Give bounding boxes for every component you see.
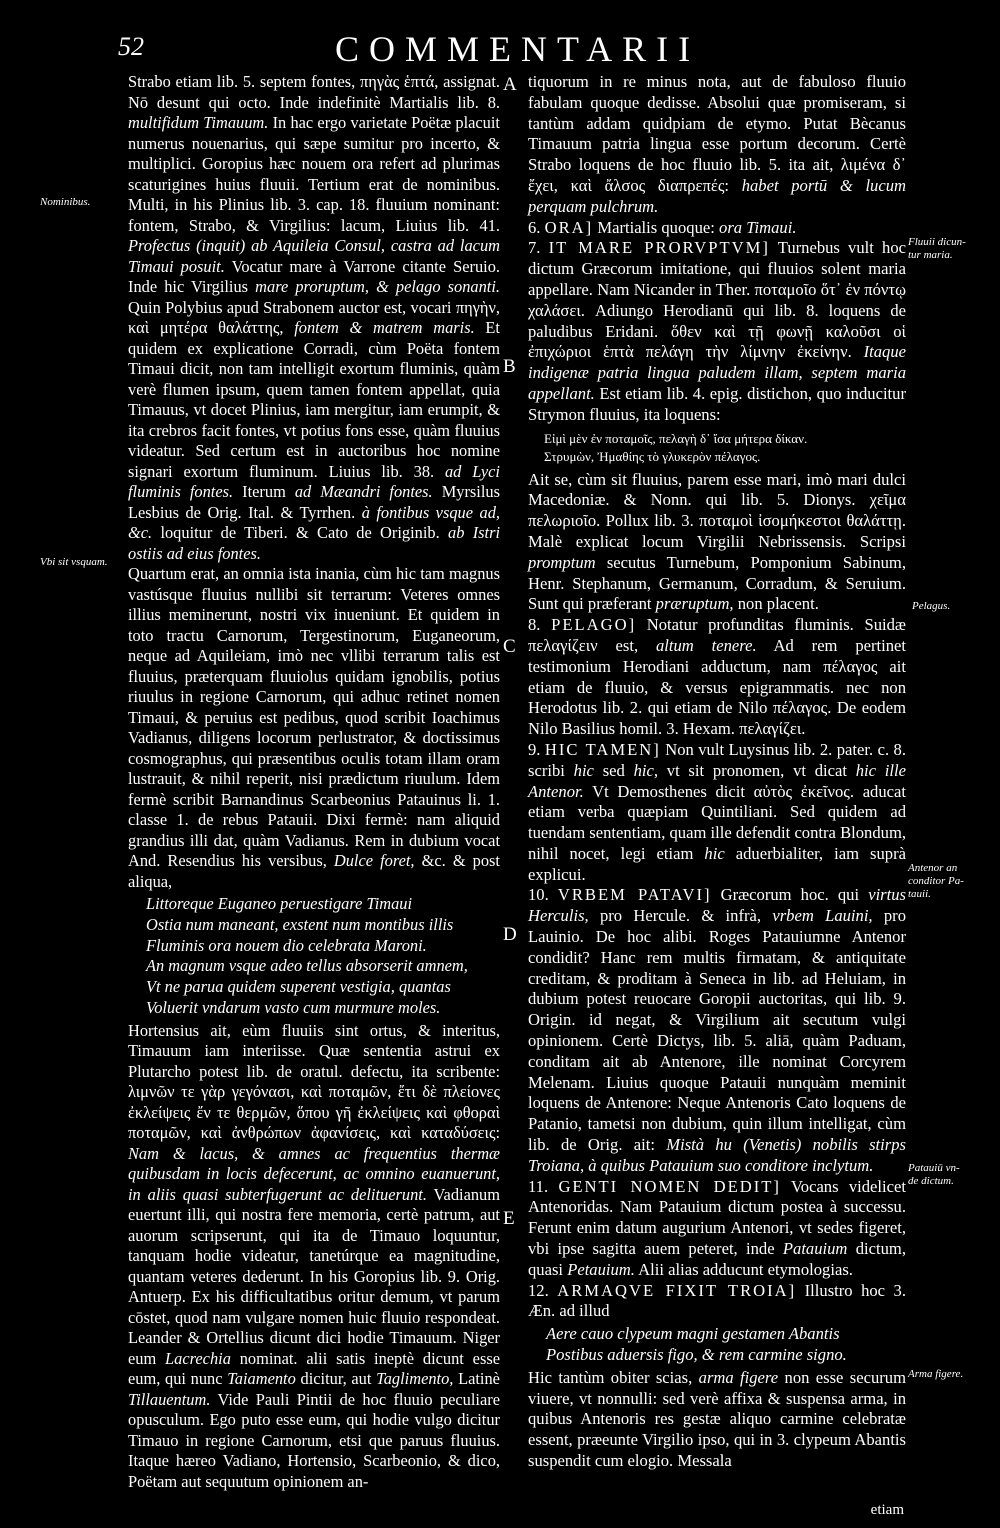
section-letter-b: B: [503, 356, 516, 377]
lemma-6: 6. ORA] Martialis quoque: ora Timaui.: [528, 217, 797, 237]
greek-verse-line: Στρυμὼν, Ἠμαθίης τὸ γλυκερὸν πέλαγος.: [544, 448, 761, 464]
left-paragraph-2: Quartum erat, an omnia ista inania, cùm hic tam magnus vastúsque fluuius nullibi sit terrarum: Veteres omnes illius meminerunt, nostri vix inueniunt. Et quidem in toto tractu Carnorum, Tergestinorum, Euganeorum, neque ad Aquileiam, imò nec vllibi terrarum talis est fluuius, præterquam fluuiolus quidam ignobilis, potius riuulus in regione Carnorum, qui adhuc retinet nomen Timaui, & peruius est pedibus, quod scribit Ioachimus Vadianus, diligens locorum perlustrator, & doctissimus cosmographus, qui præsentibus oculis totam illam oram lustrauit, & nihil reperit, nisi prædictum riuulum. Idem fermè scribit Barnandinus Scarbeonius Patauinus li. 1. classe 1. de rebus Patauii. Dixi fermè: nam aliquid grandius illi dat, quàm Vadianus. Rem in dubium vocat And. Resendius his versibus, Dulce foret, &c. & post aliqua,: [128, 564, 500, 891]
resendius-verse: [146, 894, 500, 1019]
lemma-12: 12. ARMAQVE FIXIT TROIA] Illustro hoc 3. Æn. ad illud: [528, 1280, 906, 1321]
verse-line: Aere cauo clypeum magni gestamen Abantis: [546, 1324, 840, 1344]
right-paragraph-1: tiquorum in re minus nota, aut de fabuloso fluuio fabulam quoque dedisse. Absolui quæ promiseram, si tantùm addam quidpiam de etymo. Putat Bècanus Timauum patria lingua esse portum decorum. Certè Strabo loquens de hoc fluuio lib. 5. ita ait, λιμένα δ᾽ ἔχει, καὶ ἄλσος διαπρεπές: habet portū & lucum perquam pulchrum.: [528, 72, 906, 216]
greek-epigram: [544, 430, 906, 466]
margin-note-antenor: Antenor an conditor Pa- tauii.: [908, 862, 964, 900]
lemma-7: 7. IT MARE PRORVPTVM] Turnebus vult hoc dictum Græcorum imitatione, qui fluuios solent maria appellare. Nam Nicander in Ther. ποταμοῖο ὅτ᾽ ἐν πόντῳ χαλάσει. Adiungo Herodianū qui lib. 8. loquens de paludibus Eridani. ὅθεν καὶ τῇ φωνῇ καλοῦσι οἱ ἐπιχώριοι ἑπτὰ πελάγη τὴν λίμνην ἐκείνην. Itaque indigenæ patria lingua paludem illam, septem maria appellant. Est etiam lib. 4. epig. distichon, quo inducitur Strymon fluuius, ita loquens:: [528, 238, 906, 424]
running-head: COMMENTARII: [335, 29, 701, 69]
lemma-7-continued: Ait se, cùm sit fluuius, parem esse mari, imò mari dulci Macedoniæ. & Nonn. qui lib. 5. Dionys. χεῖμα πελωριοῖο. Pollux lib. 3. ποταμοὶ ἰσομήκεστοι θαλάττῃ. Malè explicat locum Virgilii Nebrissensis. Scripsi promptum secutus Turnebum, Pomponium Sabinum, Henr. Stephanum, Germanum, Corradum, & Seruium. Sunt qui præferant præruptum, non placent.: [528, 469, 906, 614]
verse-line: Voluerit vndarum vasto cum murmure moles.: [146, 997, 441, 1017]
aeneid-verse: [546, 1324, 906, 1366]
margin-note-patauium: Patauiū vn- de dictum.: [908, 1162, 960, 1187]
catchword: etiam: [870, 1502, 904, 1518]
margin-note-nominibus: Nominibus.: [40, 196, 91, 208]
section-letter-a: A: [503, 74, 517, 95]
verse-line: Littoreque Euganeo peruestigare Timaui: [146, 894, 413, 913]
page-number: 52: [118, 32, 144, 61]
lemma-9: 9. HIC TAMEN] Non vult Luysinus lib. 2. pater. c. 8. scribi hic sed hic, vt sit pronomen, vt dicat hic ille Antenor. Vt Demosthenes dicit αὐτὸς ἐκεῖνος. aducat etiam verba quæpiam Quintiliani. Sed quidem ad tuendam sententiam, quam ille defendit contra Blondum, nihil nocet, legi etiam hic aduerbialiter, iam suprà explicui.: [528, 739, 906, 884]
greek-verse-line: Εἰμὶ μὲν ἐν ποταμοῖς, πελαγὴ δ᾽ ἴσα μήτερα δίκαν.: [544, 430, 808, 446]
right-column: [528, 72, 906, 1472]
section-letter-c: C: [503, 636, 516, 657]
verse-line: Postibus aduersis figo, & rem carmine signo.: [546, 1345, 847, 1365]
lemma-10: 10. VRBEM PATAVI] Græcorum hoc. qui virtus Herculis, pro Hercule. & infrà, vrbem Lauini, pro Lauinio. De hoc alibi. Roges Patauiumne Antenor condidit? Hanc rem multis firmatam, & antiquitate creditam, & proditam à Seneca in lib. ad Heluiam, in dubium potest reuocare Goropii auctoritas, qui lib. 9. Origin. id negat, & Virgilium ait secutum vulgi opinionem. Certè Dictys, lib. 5. aliā, quàm Paduam, conditam ait ab Antenore, ille nominat Corcyrem Melenam. Liuius quoque Patauii nunquàm meminit loquens de Antenore: Neque Antenoris Cato loquens de Patanio, tametsi non dubium, quin illum intelligat, cùm lib. de Orig. ait: Mistà hu (Venetis) nobilis stirps Troiana, à quibus Patauium suo conditore inclytum.: [528, 885, 907, 1175]
verse-line: An magnum vsque adeo tellus absorserit amnem,: [146, 956, 468, 976]
lemma-8: 8. PELAGO] Notatur profunditas fluminis. Suidæ πελαγίζειν est, altum tenere. Ad rem pertinet testimonium Herodiani adductum, nam πέλαγος ait etiam de fluuio, & versus epigrammatis. nec non Herodotus lib. 2. qui etiam de Nilo πέλαγος. De eodem Nilo Basilius homil. 3. Hexam. πελαγίζει.: [528, 615, 906, 739]
left-paragraph-3: Hortensius ait, eùm fluuiis sint ortus, & interitus, Timauum iam interiisse. Quæ sententia astrui ex Plutarcho potest lib. de oratul. defectu, ita scribente: λιμνῶν τε γὰρ γεγόνασι, καὶ ποταμῶν, ἔτι δὲ πλείονες ἐκλείψεις ἔν τε θερμῶν, ὅπου γῆ ἐκλείψεις καὶ φθοραὶ ποταμῶν, καὶ ἀνθρώπων ἀφανίσεις, καὶ καταδύσεις: Nam & lacus, & amnes ac frequentius thermæ quibusdam in locis defecerunt, ac omnino euanuerunt, in aliis quasi subterfugerunt ac delituerunt. Vadianum euertunt illi, qui nostra fere memoria, certè patrum, aut auorum scripserunt, qui ita de Timauo loquuntur, tanquam hodie videatur, tanetúrque ea magnitudine, quantam veteres dederunt. In his Goropius lib. 9. Orig. Antuerp. Ex his difficultatibus oritur demum, vt parum cōstet, quod nam vulgare nomen huic fluuio respondeat. Leander & Ortellius dicunt dici hodie Timauum. Niger eum Lacrechia nominat. alii satis ineptè dicunt esse eum, qui nunc Taiamento dicitur, aut Taglimento, Latinè Tillauentum. Vide Pauli Pintii de hoc fluuio peculiare opusculum. Ego puto esse eum, qui hodie vulgo dicitur Timauo in regione Carnorum, etsi que paruus fluuius. Itaque hæreo Vadiano, Hortensio, Scarbeonio, & dico, Poëtam aut sequutum opinionem an-: [128, 1020, 500, 1491]
left-paragraph-1: Strabo etiam lib. 5. septem fontes, πηγὰς ἑπτά, assignat. Nō desunt qui octo. Inde indefinitè Martialis lib. 8. multifidum Timauum. In hac ergo varietate Poëtæ placuit numerus nouenarius, qui sæpe sumitur pro incerto, & multiplici. Goropius hæc nouem ora refert ad plurimas scaturigines huius fluuii. Tertium erat de nominibus. Multi, in his Plinius lib. 3. cap. 18. fluuium nominant: fontem, Strabo, & Virgilius: lacum, Liuius lib. 41. Profectus (inquit) ab Aquileia Consul, castra ad lacum Timaui posuit. Vocatur mare à Varrone citante Seruio. Inde hic Virgilius mare proruptum, & pelago sonanti. Quin Polybius apud Strabonem auctor est, vocari πηγὴν, καὶ μητέρα θαλάττης, fontem & matrem maris. Et quidem ex explicatione Corradi, cùm Poëta fontem Timaui dicit, non tam intelligit exortum fluminis, quàm verè flumen ipsum, quem tamen fontem appellat, quia Timauus, vt docet Plinius, iam mergitur, iam erumpit, & ita crebros facit fontes, vt potius fons esse, quàm fluuius videatur. Sed certum est in auctoribus hoc nomine signari exortum fluminum. Liuius lib. 38. ad Lyci fluminis fontes. Iterum ad Mæandri fontes. Myrsilus Lesbius de Orig. Ital. & Tyrrhen. à fontibus vsque ad, &c. loquitur de Tiberi. & Cato de Originib. ab Istri ostiis ad eius fontes.: [128, 72, 501, 563]
verse-line: Fluminis ora nouem dio celebrata Maroni.: [146, 935, 427, 955]
margin-note-fluuii-maria: Fluuii dicun- tur maria.: [908, 236, 966, 261]
section-letter-e: E: [503, 1208, 515, 1229]
margin-note-arma-figere: Arma figere.: [908, 1368, 964, 1380]
verse-line: Vt ne parua quidem superent vestigia, quantas: [146, 977, 451, 997]
verse-line: Ostia num maneant, exstent num montibus illis: [146, 914, 454, 934]
lemma-11: 11. GENTI NOMEN DEDIT] Vocans videlicet Antenoridas. Nam Patauium dictum postea à successu. Ferunt enim datum augurium Antenori, vt sedes figeret, vbi ipse sagitta auem peteret, inde Patauium dictum, quasi Petauium. Alii alias adducunt etymologias.: [528, 1176, 906, 1279]
section-letter-d: D: [503, 924, 517, 945]
margin-note-vbi-sit: Vbi sit vsquam.: [40, 556, 108, 568]
margin-note-pelagus: Pelagus.: [912, 600, 951, 612]
left-column: [128, 72, 500, 1492]
lemma-12-continued: Hic tantùm obiter scias, arma figere non esse securum viuere, vt nonnulli: sed verè affixa & suspensa arma, in quibus Antenoris res gestæ aliquo carmine celebratæ essent, præeunte Virgilio ipso, qui in 3. clypeum Abantis suspendit cum elogio. Messala: [528, 1367, 906, 1470]
